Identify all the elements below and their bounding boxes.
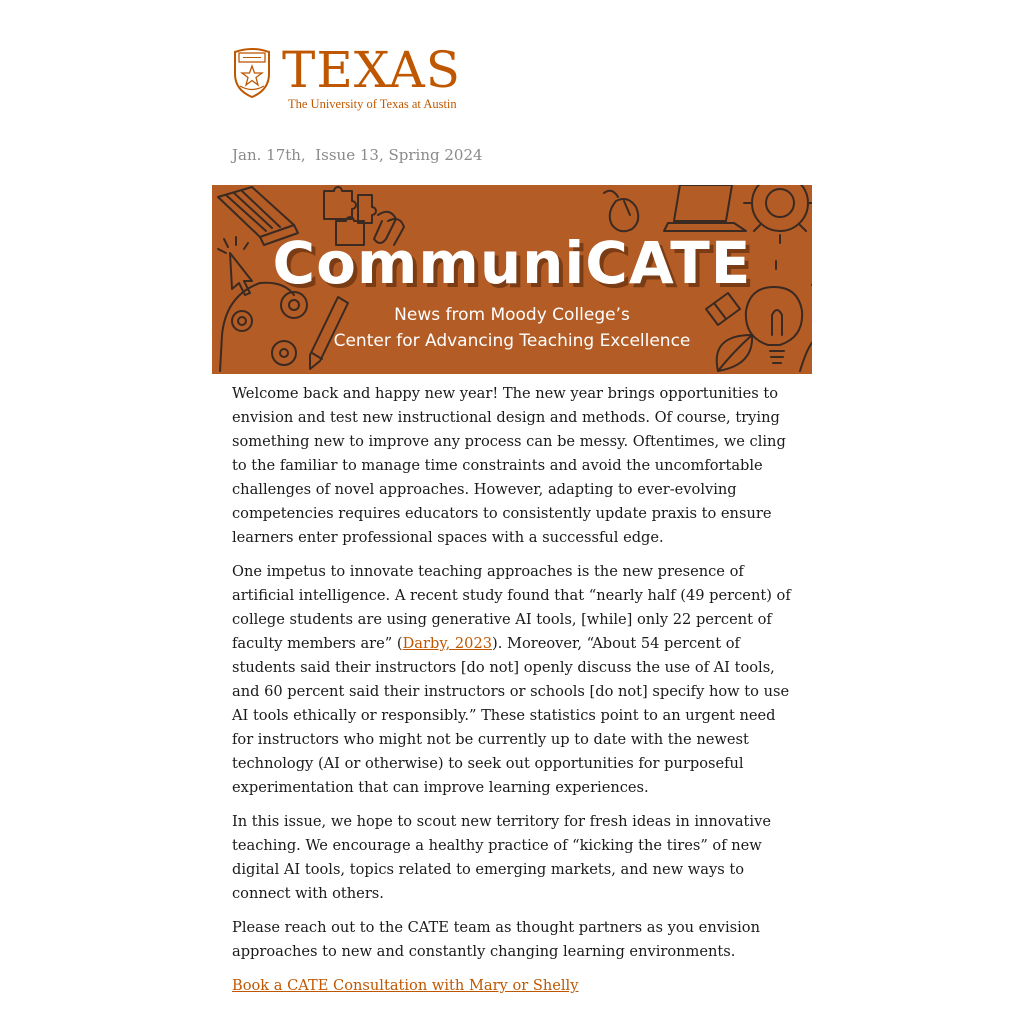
logo-subtitle: The University of Texas at Austin bbox=[288, 97, 457, 111]
book-consultation-link[interactable]: Book a CATE Consultation with Mary or Shelly bbox=[232, 977, 579, 994]
banner-tagline-line2: Center for Advancing Teaching Excellence bbox=[333, 331, 691, 351]
ut-austin-logo[interactable] bbox=[232, 41, 472, 112]
logo-wordmark: TEXAS bbox=[282, 41, 462, 99]
ai-paragraph-text-end: ). Moreover, “About 54 percent of students said their instructors [do not] openly discuss the use of AI tools, and 60 percent said their instructors or schools [do not] specify how to use AI tools ethically or responsibly.” These statistics point to an urgent need for instructors who might not be currently up to date with the newest technology (AI or otherwise) to seek out opportunities for purposeful experimentation that can improve learning experiences. bbox=[232, 635, 790, 796]
intro-paragraph: Welcome back and happy new year! The new year brings opportunities to envision and test new instructional design and methods. Of course, trying something new to improve any process can be messy. Oftentimes, we cling to the familiar to manage time constraints and avoid the uncomfortable challenges of novel approaches. However, adapting to ever-evolving competencies requires educators to consistently update praxis to ensure learners enter professional spaces with a successful edge. bbox=[232, 385, 786, 546]
darby-2023-link[interactable]: Darby, 2023 bbox=[402, 635, 493, 652]
ai-paragraph bbox=[232, 560, 794, 800]
contact-paragraph: Please reach out to the CATE team as thought partners as you envision approaches to new and constantly changing learning environments. bbox=[232, 919, 760, 960]
banner-tagline-line1: News from Moody College’s bbox=[394, 305, 630, 325]
issue-date: Jan. 17th, Issue 13, Spring 2024 bbox=[232, 146, 483, 164]
ut-seal-icon bbox=[232, 46, 272, 98]
banner-title: CommuniCATE bbox=[272, 229, 752, 297]
issue-paragraph: In this issue, we hope to scout new territory for fresh ideas in innovative teaching. We encourage a healthy practice of “kicking the tires” of new digital AI tools, topics related to emerging markets, and new ways to connect with others. bbox=[232, 813, 771, 902]
newsletter-body bbox=[232, 382, 794, 1008]
ai-paragraph-text-start: One impetus to innovate teaching approaches is the new presence of artificial intelligence. A recent study found that “nearly half (49 percent) of college students are using generative AI tools, [while] only 22 percent of faculty members are” ( bbox=[232, 563, 791, 652]
newsletter-banner bbox=[212, 185, 812, 374]
